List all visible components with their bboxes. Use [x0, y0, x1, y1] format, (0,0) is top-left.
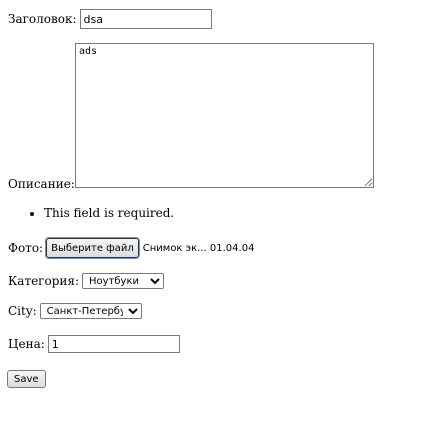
- category-select[interactable]: [82, 273, 164, 289]
- title-input[interactable]: [80, 9, 212, 29]
- title-label: Заголовок:: [8, 12, 77, 26]
- city-row: [8, 303, 142, 319]
- city-label: City:: [8, 304, 37, 318]
- choose-file-button[interactable]: Выберите файл: [46, 238, 139, 258]
- photo-label: Фото:: [8, 241, 44, 255]
- chosen-file-name: Снимок эк... 01.04.04: [142, 242, 255, 254]
- description-label: Описание:: [8, 177, 75, 191]
- category-label: Категория:: [8, 274, 79, 288]
- error-list: [28, 206, 174, 220]
- price-input[interactable]: [48, 335, 180, 353]
- description-textarea[interactable]: [75, 43, 374, 188]
- price-row: [8, 335, 180, 353]
- category-row: [8, 273, 164, 289]
- photo-row: [8, 238, 254, 258]
- error-item: • This field is required.: [44, 206, 174, 220]
- price-label: Цена:: [8, 337, 45, 351]
- title-row: [8, 9, 212, 29]
- city-select[interactable]: [40, 303, 142, 319]
- save-button[interactable]: Save: [7, 370, 46, 388]
